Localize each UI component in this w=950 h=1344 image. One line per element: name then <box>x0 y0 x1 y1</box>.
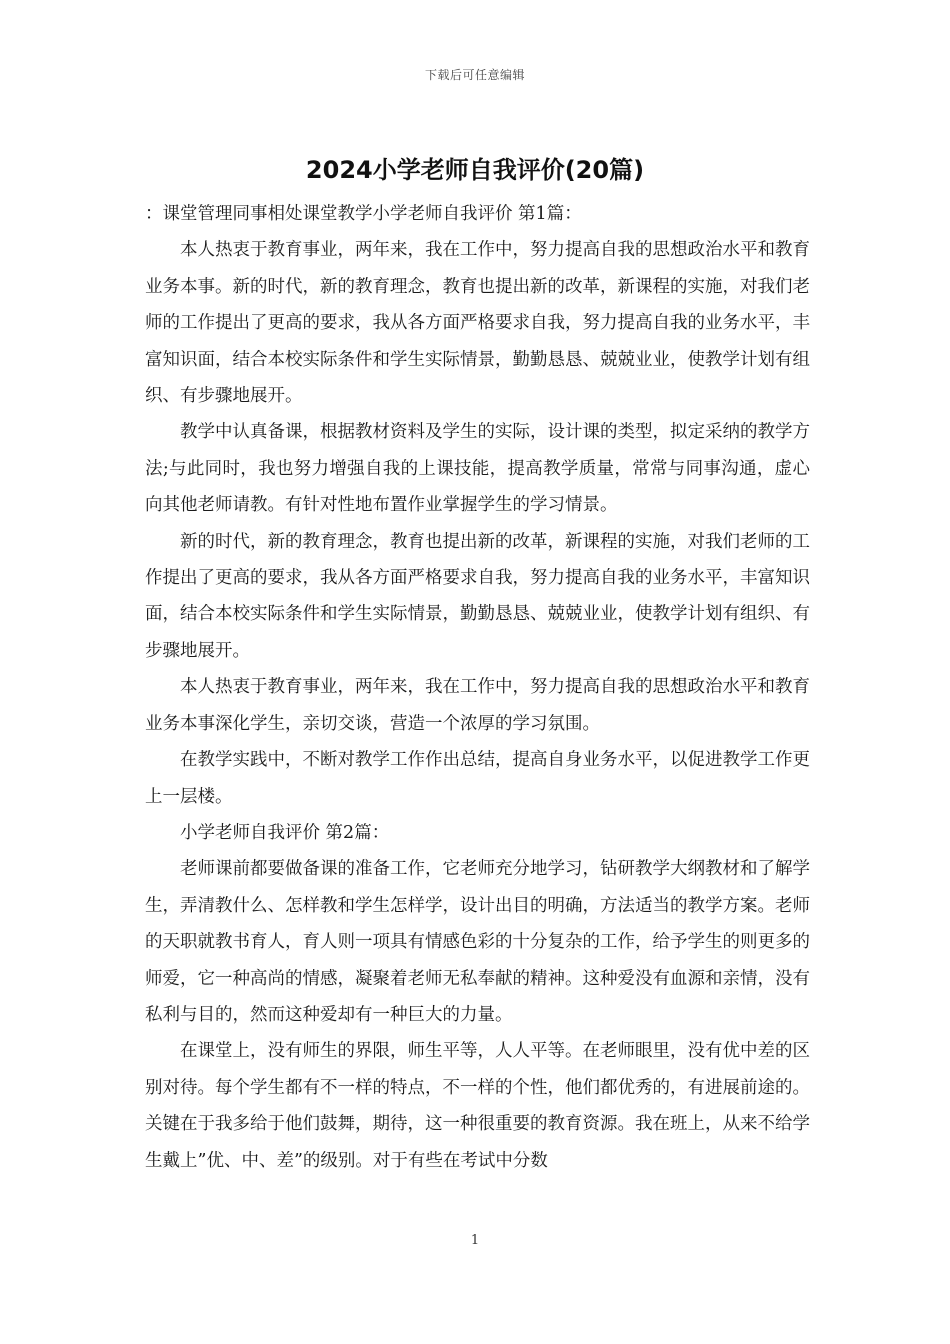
paragraph: 老师课前都要做备课的准备工作，它老师充分地学习，钻研教学大纲教材和了解学生，弄清教什么、怎样教和学生怎样学，设计出目的明确，方法适当的教学方案。老师的天职就教书育人，育人则一项具有情感色彩的十分复杂的工作，给予学生的则更多的师爱，它一种高尚的情感，凝聚着老师无私奉献的精神。这种爱没有血源和亲情，没有私利与目的，然而这种爱却有一种巨大的力量。 <box>145 859 810 1025</box>
section-heading-2: 小学老师自我评价 第2篇： <box>180 822 390 843</box>
document-title: 2024小学老师自我评价(20篇) <box>305 156 645 184</box>
page-number: 1 <box>470 1233 480 1248</box>
paragraph: 在教学实践中，不断对教学工作作出总结，提高自身业务水平，以促进教学工作更上一层楼。 <box>145 750 810 807</box>
section-heading-1: ：课堂管理同事相处课堂教学小学老师自我评价 第1篇： <box>145 204 582 224</box>
paragraph: 本人热衷于教育事业，两年来，我在工作中，努力提高自我的思想政治水平和教育业务本事。新的时代，新的教育理念，教育也提出新的改革，新课程的实施，对我们老师的工作提出了更高的要求，我从各方面严格要求自我，努力提高自我的业务水平，丰富知识面，结合本校实际条件和学生实际情景，勤勤恳恳、兢兢业业，使教学计划有组织、有步骤地展开。 <box>145 240 810 407</box>
document-body <box>145 196 810 1179</box>
paragraph: 新的时代，新的教育理念，教育也提出新的改革，新课程的实施，对我们老师的工作提出了更高的要求，我从各方面严格要求自我，努力提高自我的业务水平，丰富知识面，结合本校实际条件和学生实际情景，勤勤恳恳、兢兢业业，使教学计划有组织、有步骤地展开。 <box>145 531 810 661</box>
paragraph: 本人热衷于教育事业，两年来，我在工作中，努力提高自我的思想政治水平和教育业务本事深化学生，亲切交谈，营造一个浓厚的学习氛围。 <box>145 677 810 734</box>
paragraph: 在课堂上，没有师生的界限，师生平等，人人平等。在老师眼里，没有优中差的区别对待。每个学生都有不一样的特点，不一样的个性，他们都优秀的，有进展前途的。关键在于我多给于他们鼓舞，期待，这一种很重要的教育资源。我在班上，从来不给学生戴上”优、中、差”的级别。对于有些在考试中分数 <box>145 1041 810 1171</box>
header-note: 下载后可任意编辑 <box>424 68 525 82</box>
paragraph: 教学中认真备课，根据教材资料及学生的实际，设计课的类型，拟定采纳的教学方法;与此同时，我也努力增强自我的上课技能，提高教学质量，常常与同事沟通，虚心向其他老师请教。有针对性地布置作业掌握学生的学习情景。 <box>145 422 810 516</box>
